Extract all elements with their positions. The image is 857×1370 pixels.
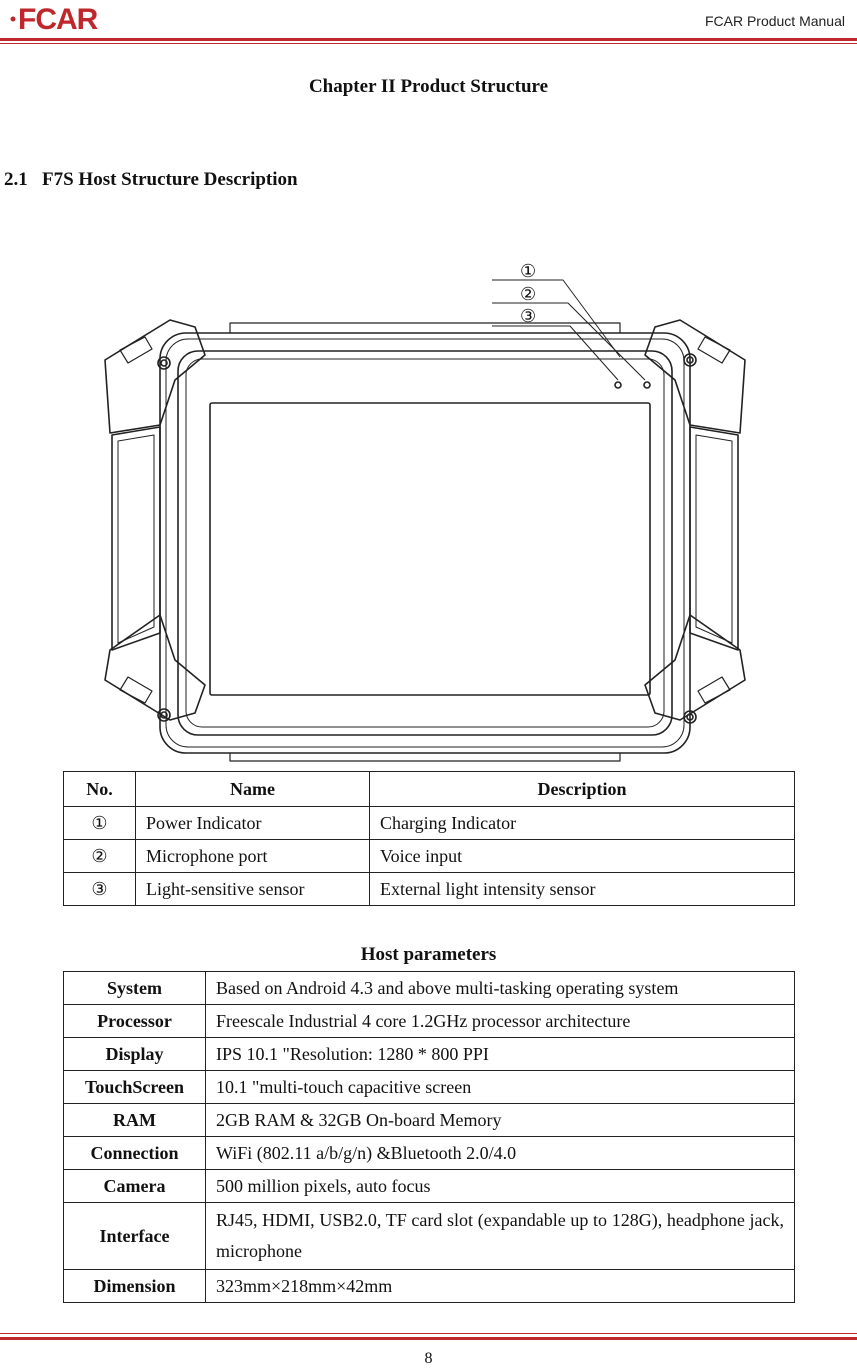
param-value: 2GB RAM & 32GB On-board Memory	[206, 1104, 795, 1137]
corner-bumper-bl	[105, 615, 205, 720]
table-row	[64, 807, 795, 840]
param-key: Connection	[64, 1137, 206, 1170]
param-key: RAM	[64, 1104, 206, 1137]
section-title: 2.1 F7S Host Structure Description	[4, 169, 298, 190]
host-parameters-table	[63, 971, 795, 1303]
tablet-screen	[210, 403, 650, 695]
header-no: No.	[64, 772, 136, 807]
table-row	[64, 1038, 795, 1071]
table-row	[64, 873, 795, 906]
param-key: Display	[64, 1038, 206, 1071]
table-row	[64, 840, 795, 873]
logo-text: FCAR	[18, 3, 98, 36]
header-description: Description	[370, 772, 795, 807]
callout-2: ②	[520, 284, 537, 305]
callout-leader-lines	[492, 280, 645, 380]
param-value: Based on Android 4.3 and above multi-tasking operating system	[206, 972, 795, 1005]
param-value: IPS 10.1 "Resolution: 1280 * 800 PPI	[206, 1038, 795, 1071]
corner-bumper-tl	[105, 320, 205, 433]
light-sensor-dot	[615, 382, 621, 388]
manual-title: FCAR Product Manual	[704, 13, 845, 29]
table-row	[64, 972, 795, 1005]
table-header-row	[64, 772, 795, 807]
param-value: 10.1 "multi-touch capacitive screen	[206, 1071, 795, 1104]
page-number: 8	[424, 1350, 433, 1367]
param-key: TouchScreen	[64, 1071, 206, 1104]
table-row	[64, 1270, 795, 1303]
header-rule-thin	[0, 43, 857, 44]
row-name: Light-sensitive sensor	[136, 873, 370, 906]
param-key: Interface	[64, 1203, 206, 1270]
table-row	[64, 1005, 795, 1038]
callout-1: ①	[520, 261, 537, 282]
row-description: Charging Indicator	[370, 807, 795, 840]
param-key: Processor	[64, 1005, 206, 1038]
header-rule	[0, 38, 857, 41]
chapter-title: Chapter II Product Structure	[308, 76, 549, 97]
table-row	[64, 1071, 795, 1104]
row-name: Power Indicator	[136, 807, 370, 840]
right-grip	[690, 427, 738, 650]
param-value: 323mm×218mm×42mm	[206, 1270, 795, 1303]
row-description: Voice input	[370, 840, 795, 873]
row-no: ③	[64, 873, 136, 906]
row-no: ②	[64, 840, 136, 873]
header-name: Name	[136, 772, 370, 807]
param-value: 500 million pixels, auto focus	[206, 1170, 795, 1203]
callout-3: ③	[520, 306, 537, 327]
parts-table	[63, 771, 795, 906]
tablet-illustration	[100, 255, 820, 765]
footer-rule-thin	[0, 1333, 857, 1334]
tablet-body	[160, 333, 690, 753]
footer-rule	[0, 1337, 857, 1340]
table-row	[64, 1170, 795, 1203]
corner-bumper-tr	[645, 320, 745, 433]
row-description: External light intensity sensor	[370, 873, 795, 906]
host-parameters-title: Host parameters	[360, 944, 497, 965]
table-row	[64, 1104, 795, 1137]
param-value: Freescale Industrial 4 core 1.2GHz processor architecture	[206, 1005, 795, 1038]
tablet-bezel	[178, 351, 672, 735]
param-key: Dimension	[64, 1270, 206, 1303]
param-key: System	[64, 972, 206, 1005]
row-name: Microphone port	[136, 840, 370, 873]
left-grip	[112, 427, 160, 650]
table-row	[64, 1203, 795, 1270]
table-row	[64, 1137, 795, 1170]
param-value: WiFi (802.11 a/b/g/n) &Bluetooth 2.0/4.0	[206, 1137, 795, 1170]
param-value: RJ45, HDMI, USB2.0, TF card slot (expandable up to 128G), headphone jack, microphone	[206, 1203, 795, 1270]
fcar-logo	[8, 2, 123, 36]
indicator-dot	[644, 382, 650, 388]
row-no: ①	[64, 807, 136, 840]
corner-bumper-br	[645, 615, 745, 720]
param-key: Camera	[64, 1170, 206, 1203]
